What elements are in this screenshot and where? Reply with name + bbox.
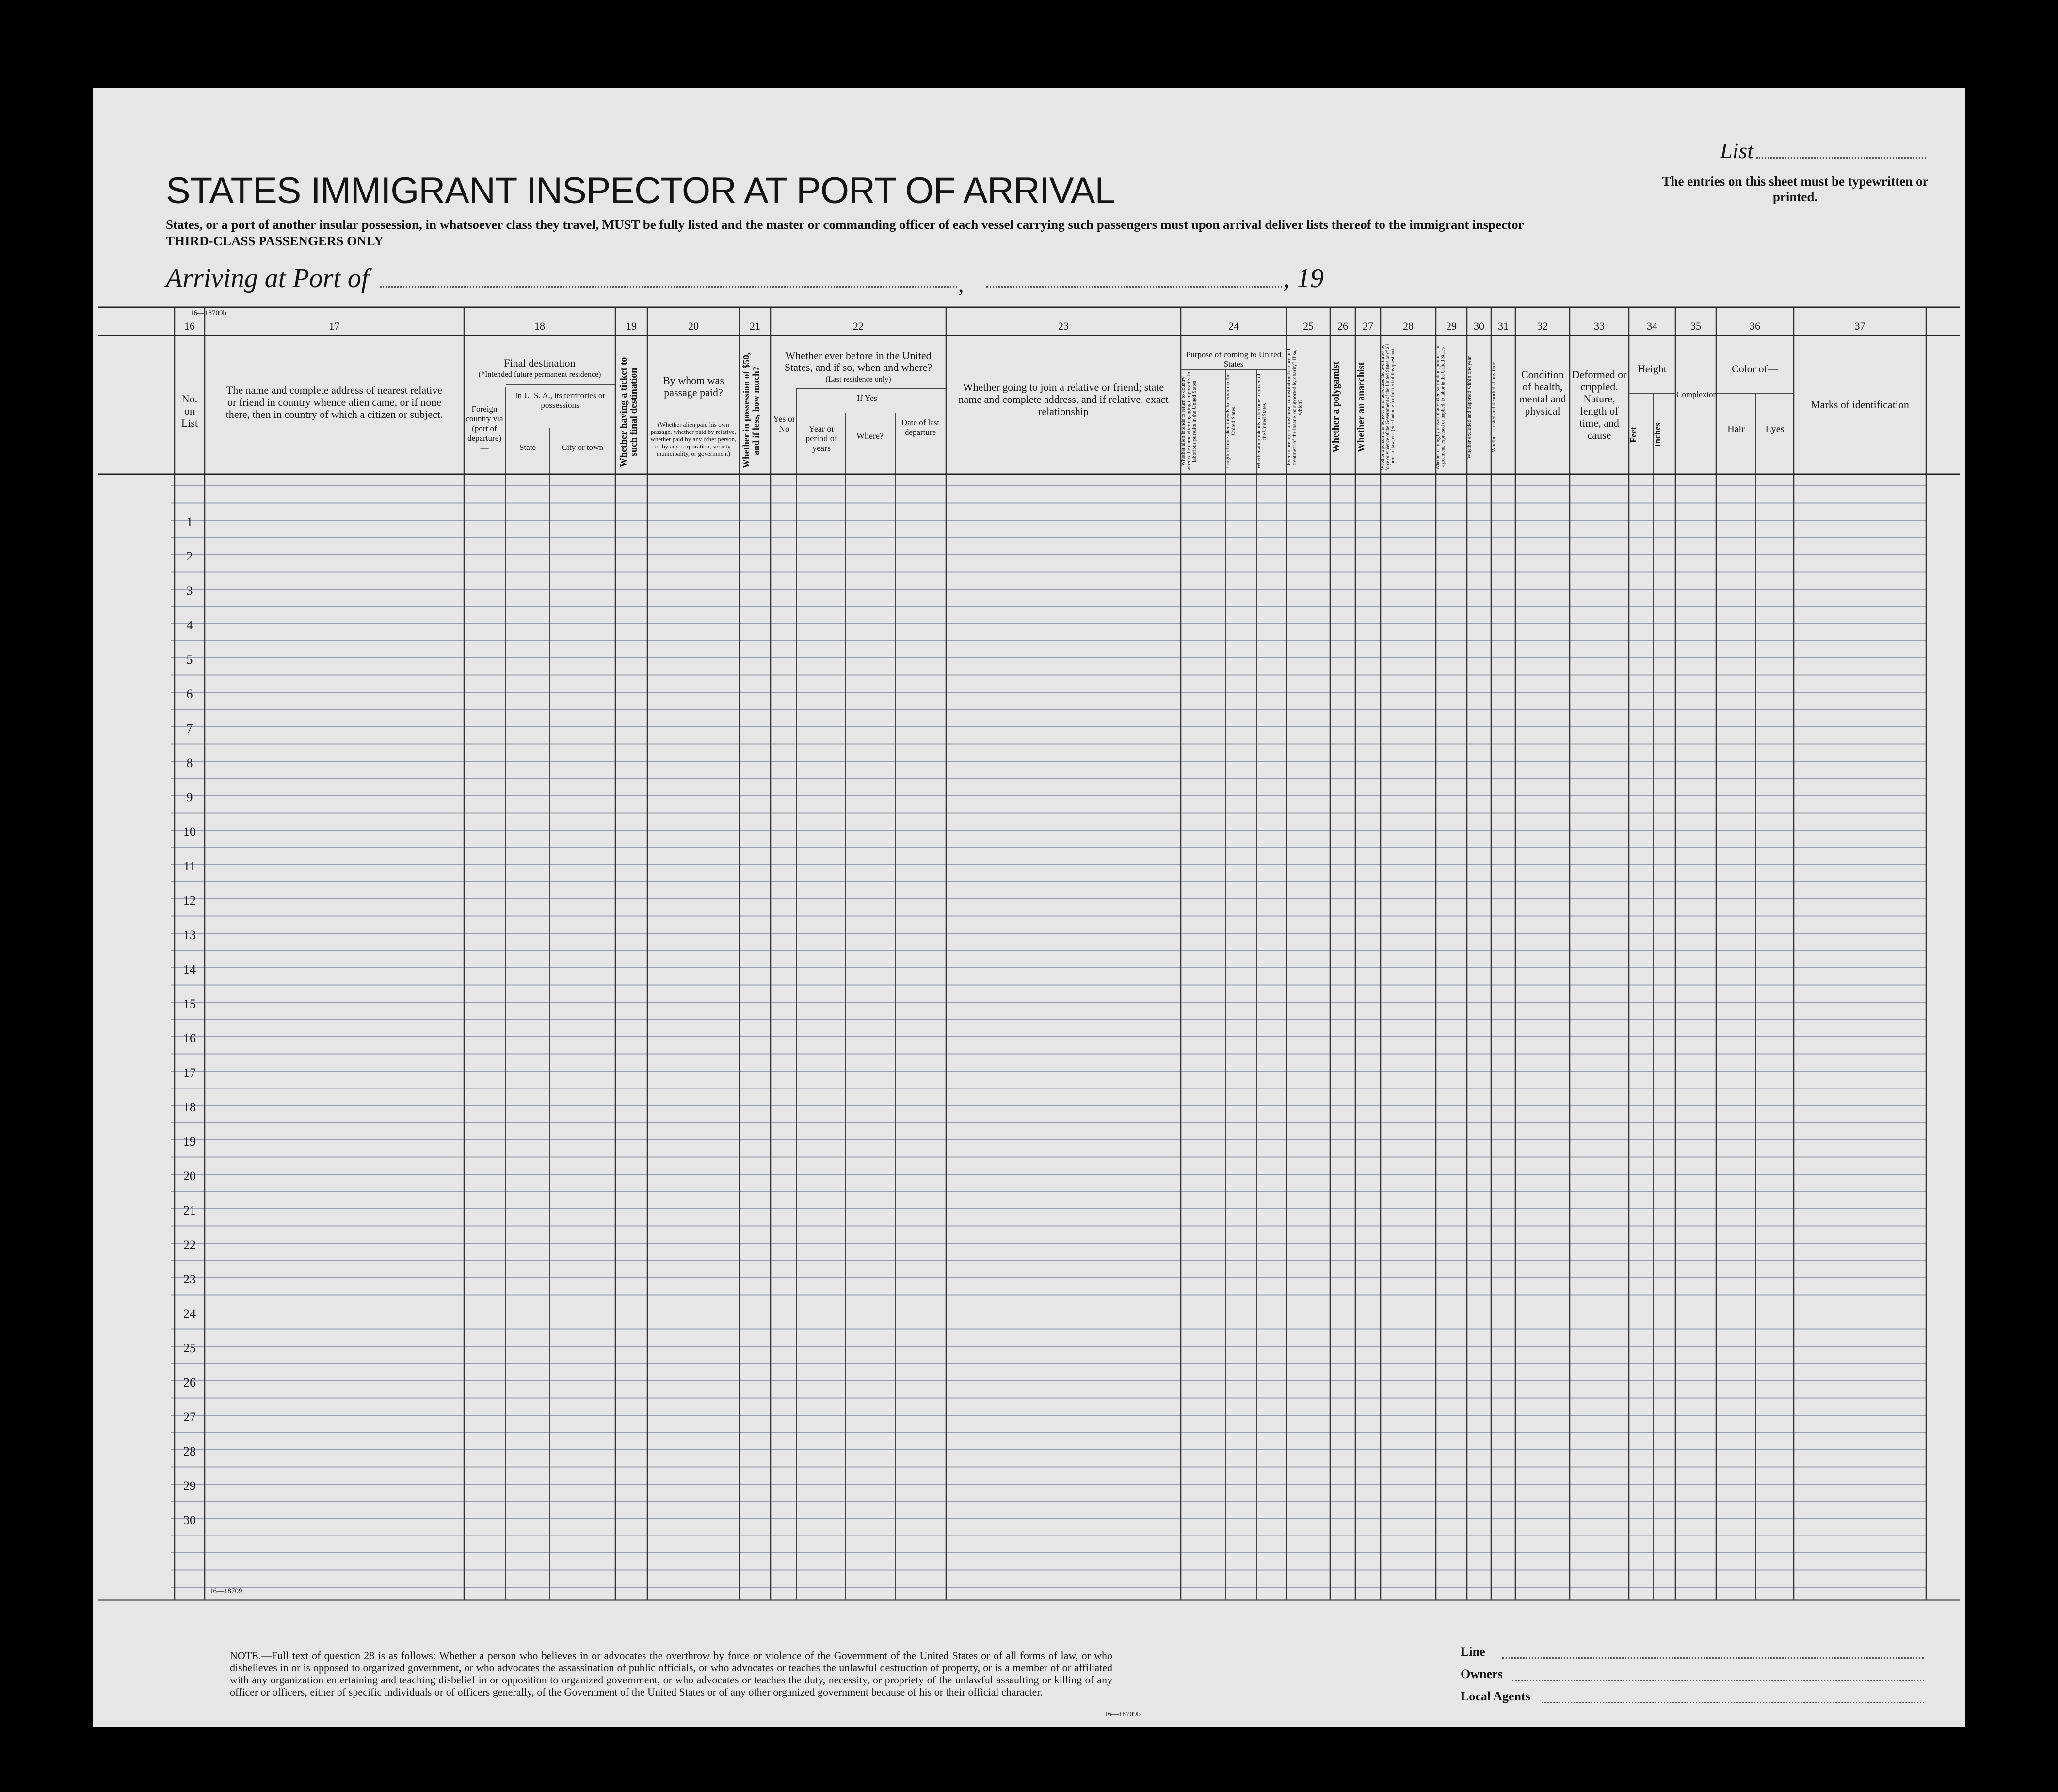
header-height: Height <box>1638 363 1667 375</box>
header-final-destination-note: (*Intended future permanent residence) <box>478 370 601 379</box>
header-ever-before-us: Whether ever before in the United States, and if so, when and where? <box>784 350 933 373</box>
colnum-23: 23 <box>1058 320 1069 332</box>
row-number: 15 <box>183 997 196 1011</box>
row-number: 27 <box>183 1410 196 1424</box>
row-number: 29 <box>183 1479 196 1493</box>
row-number: 28 <box>183 1444 196 1458</box>
header-arrested: Whether arrested and deported at any time <box>1491 362 1496 453</box>
row-number: 20 <box>183 1169 196 1183</box>
colnum-26: 26 <box>1337 320 1348 332</box>
colnum-21: 21 <box>750 320 760 332</box>
header-year-or-period: Year or period of years <box>805 424 837 453</box>
local-agents-label: Local Agents <box>1461 1689 1530 1703</box>
colnum-22: 22 <box>853 320 864 332</box>
header-passage-paid: By whom was passage paid? <box>663 374 724 399</box>
manifest-sheet <box>93 88 1965 1727</box>
colnum-19: 19 <box>626 320 637 332</box>
list-label: List <box>1720 138 1754 163</box>
header-yes-or-no: Yes or No <box>773 414 795 433</box>
table-grid <box>93 88 1965 1727</box>
colnum-35: 35 <box>1690 320 1701 332</box>
row-number: 11 <box>183 859 196 873</box>
header-state: State <box>519 443 536 452</box>
header-ever-before-note: (Last residence only) <box>825 375 891 384</box>
colnum-34: 34 <box>1647 320 1657 332</box>
row-number: 16 <box>183 1031 196 1045</box>
header-city-or-town: City or town <box>562 443 603 452</box>
row-number: 8 <box>186 756 193 770</box>
header-prison: Ever in prison or almshouse, or institution for care and treatment of the insane, or supported by charity? If so, which? <box>1286 349 1303 466</box>
colnum-33: 33 <box>1594 320 1605 332</box>
header-in-usa: In U. S. A., its territories or possessions <box>514 391 606 410</box>
header-where: Where? <box>856 431 884 441</box>
header-complexion: Complexion <box>1676 390 1718 399</box>
header-no-on-list: No. on List <box>181 393 198 429</box>
row-number: 19 <box>183 1135 196 1149</box>
colnum-32: 32 <box>1537 320 1548 332</box>
port-comma: , <box>958 272 964 297</box>
row-number: 18 <box>183 1100 196 1114</box>
header-question-28: Whether a person who believes in or advocates the overthrow by force or violence of the Government of the United States or of all forms of law, etc. (See footnote for full text of this question) <box>1380 344 1396 471</box>
header-joining-relative: Whether going to join a relative or friend; state name and complete address, and if relative, exact relationship <box>958 381 1169 417</box>
header-passage-paid-note: (Whether alien paid his own passage, whether paid by relative, whether paid by any other person, or by any corporation, society, municipality, or government) <box>650 421 737 457</box>
header-if-yes: If Yes— <box>856 393 886 403</box>
row-number: 7 <box>186 721 193 736</box>
year-prefix: , 19 <box>1283 263 1324 293</box>
sheet-instruction: The entries on this sheet must be typewritten or printed. <box>1662 174 1929 204</box>
header-inches: Inches <box>1653 423 1662 448</box>
header-health: Condition of health, mental and physical <box>1519 368 1566 417</box>
header-deformed: Deformed or crippled. Nature, length of time, and cause <box>1572 368 1627 441</box>
owners-field[interactable] <box>1512 1680 1924 1681</box>
header-hair: Hair <box>1727 424 1745 434</box>
header-labor-offer: Whether coming by reason of any offer, solicitation, promise, or agreement, expressed or implied, to labor in the United States <box>1435 345 1446 470</box>
row-number: 2 <box>186 549 193 563</box>
form-subtitle: States, or a port of another insular possession, in whatsoever class they travel, MUST be fully listed and the master or commanding officer of each vessel carrying such passengers must upon arrival deliver lists thereof to the immigrant inspector <box>166 217 1524 232</box>
row-number: 9 <box>186 790 193 804</box>
row-number: 30 <box>183 1513 196 1527</box>
line-label: Line <box>1461 1645 1485 1659</box>
local-agents-field[interactable] <box>1542 1702 1924 1703</box>
footnote-form-number: 16—18709b <box>1104 1711 1141 1718</box>
form-number-bottom: 16—18709 <box>209 1587 242 1595</box>
form-number-top: 16—18709b <box>190 309 226 317</box>
colnum-20: 20 <box>688 320 699 332</box>
class-note: THIRD-CLASS PASSENGERS ONLY <box>166 234 384 248</box>
colnum-18: 18 <box>534 320 545 332</box>
footnote-question-28: NOTE.—Full text of question 28 is as follows: Whether a person who believes in or advocates the overthrow by force or violence of the Government of the United States or of all forms of law, or who disbelieves in or is opposed to organized government, or who advocates the assassination of public officials, or who advocates or teaches the unlawful destruction of property, or is a member of or affiliated with any organization entertaining and teaching disbelief in or opposition to organized government, or who advocates or teaches the duty, necessity, or propriety of the unlawful assaulting or killing of any officer or officers, either of specific individuals or of officers generally, of the Government of the United States or of any other organized government because of his or their official character. <box>230 1649 1112 1698</box>
colnum-36: 36 <box>1750 320 1760 332</box>
form-title: STATES IMMIGRANT INSPECTOR AT PORT OF ARRIVAL <box>166 170 1115 211</box>
colnum-17: 17 <box>329 320 340 332</box>
row-number: 24 <box>183 1307 196 1321</box>
header-color-of: Color of— <box>1732 363 1778 375</box>
colnum-24: 24 <box>1228 320 1239 332</box>
colnum-16: 16 <box>184 320 195 332</box>
row-number: 3 <box>186 584 193 598</box>
row-number: 22 <box>183 1238 196 1252</box>
row-number: 13 <box>183 928 196 942</box>
header-ticket: Whether having a ticket to such final destination <box>618 357 639 467</box>
header-polygamist: Whether a polygamist <box>1331 361 1341 453</box>
header-eyes: Eyes <box>1765 424 1785 434</box>
row-number: 10 <box>183 825 196 839</box>
row-number: 5 <box>186 653 193 667</box>
colnum-37: 37 <box>1854 320 1865 332</box>
colnum-28: 28 <box>1403 320 1414 332</box>
header-possession-50: Whether in possession of $50, and if less, how much? <box>741 352 761 469</box>
header-anarchist: Whether an anarchist <box>1356 362 1367 452</box>
row-number: 25 <box>183 1341 196 1355</box>
header-date-last-departure: Date of last departure <box>901 418 940 437</box>
header-final-destination: Final destination <box>504 357 576 369</box>
header-purpose-return: Whether alien intends to return to country whence he came after engaging temporarily in laborious pursuits in the United States <box>1180 372 1198 471</box>
arriving-label: Arriving at Port of <box>166 263 369 293</box>
row-number: 17 <box>183 1066 196 1080</box>
header-nearest-relative: The name and complete address of nearest relative or friend in country whence alien came, or if none there, then in country of which a citizen or subject. <box>225 384 443 420</box>
header-feet: Feet <box>1628 427 1638 443</box>
row-number: 23 <box>183 1272 196 1286</box>
header-excluded: Whether excluded and deported within one year <box>1466 356 1472 459</box>
row-number: 21 <box>183 1203 196 1217</box>
row-number: 1 <box>186 515 193 529</box>
header-purpose-citizen: Whether alien intends to become a citizen of the United States <box>1256 373 1268 469</box>
row-number: 12 <box>183 894 196 908</box>
row-number: 6 <box>186 687 193 701</box>
colnum-31: 31 <box>1498 320 1509 332</box>
colnum-30: 30 <box>1474 320 1484 332</box>
colnum-25: 25 <box>1303 320 1314 332</box>
line-field[interactable] <box>1502 1657 1924 1659</box>
row-number: 14 <box>183 962 196 976</box>
header-purpose: Purpose of coming to United States <box>1186 350 1282 368</box>
header-foreign-country: Foreign country via (port of departure)— <box>466 404 503 452</box>
row-number: 4 <box>186 618 193 632</box>
colnum-29: 29 <box>1446 320 1457 332</box>
owners-label: Owners <box>1461 1667 1503 1681</box>
colnum-27: 27 <box>1363 320 1373 332</box>
header-marks-identification: Marks of identification <box>1811 399 1909 411</box>
header-purpose-length: Length of time alien intends to remain in the United States <box>1225 373 1237 469</box>
row-number: 26 <box>183 1376 196 1390</box>
